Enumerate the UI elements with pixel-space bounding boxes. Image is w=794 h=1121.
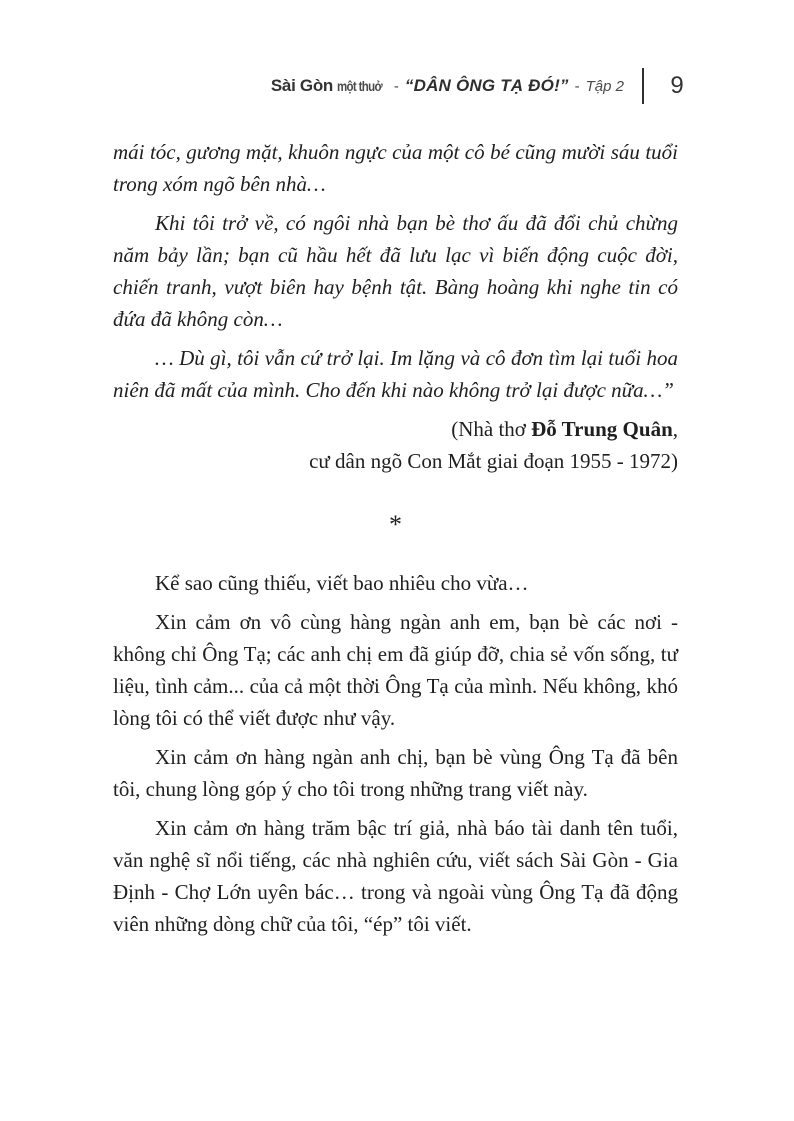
header-divider-rule (642, 68, 644, 104)
series-subtitle: một thuở (337, 78, 383, 94)
attribution-detail-line: cư dân ngõ Con Mắt giai đoạn 1955 - 1972) (309, 449, 678, 473)
attribution-suffix: , (672, 417, 678, 441)
body-paragraph: Xin cảm ơn hàng trăm bậc trí giả, nhà báo tài danh tên tuổi, văn nghệ sĩ nổi tiếng, các nhà nghiên cứu, viết sách Sài Gòn - Gia Định - Chợ Lớn uyên bác… trong và ngoài vùng Ông Tạ đã động viên những dòng chữ của tôi, “ép” tôi viết. (113, 816, 678, 936)
attribution-author: Đỗ Trung Quân (531, 417, 673, 441)
body-paragraph: Kể sao cũng thiếu, viết bao nhiêu cho vừa… (155, 571, 529, 595)
series-title: Sài Gòn (270, 76, 334, 95)
volume-label: Tập 2 (585, 78, 624, 95)
attribution-prefix: (Nhà thơ (451, 417, 532, 441)
attribution-author-line (113, 413, 678, 445)
header-separator: - (574, 78, 580, 95)
body-paragraph: Xin cảm ơn hàng ngàn anh chị, bạn bè vùng Ông Tạ đã bên tôi, chung lòng góp ý cho tôi trong những trang viết này. (113, 745, 678, 801)
quote-attribution (113, 413, 678, 477)
quote-paragraph: mái tóc, gương mặt, khuôn ngực của một cô bé cũng mười sáu tuổi trong xóm ngõ bên nhà… (113, 140, 678, 196)
book-title: “DÂN ÔNG TẠ ĐÓ!” (404, 76, 569, 95)
quote-paragraph: … Dù gì, tôi vẫn cứ trở lại. Im lặng và cô đơn tìm lại tuổi hoa niên đã mất của mình. Cho đến khi nào không trở lại được nữa…” (113, 346, 678, 402)
page-content (113, 136, 678, 947)
header-separator: - (393, 78, 399, 95)
section-divider-asterisk: * (389, 510, 402, 539)
body-paragraph: Xin cảm ơn vô cùng hàng ngàn anh em, bạn bè các nơi - không chỉ Ông Tạ; các anh chị em đã giúp đỡ, chia sẻ vốn sống, tư liệu, tình cảm... của cả một thời Ông Tạ của mình. Nếu không, khó lòng tôi có thể viết được như vậy. (113, 610, 678, 730)
quote-paragraph: Khi tôi trở về, có ngôi nhà bạn bè thơ ấu đã đổi chủ chừng năm bảy lần; bạn cũ hầu hết đã lưu lạc vì biến động cuộc đời, chiến tranh, vượt biên hay bệnh tật. Bàng hoàng khi nghe tin có đứa đã không còn… (113, 211, 678, 331)
page-header (113, 68, 694, 104)
page-number: 9 (670, 72, 684, 99)
running-head (271, 76, 624, 96)
